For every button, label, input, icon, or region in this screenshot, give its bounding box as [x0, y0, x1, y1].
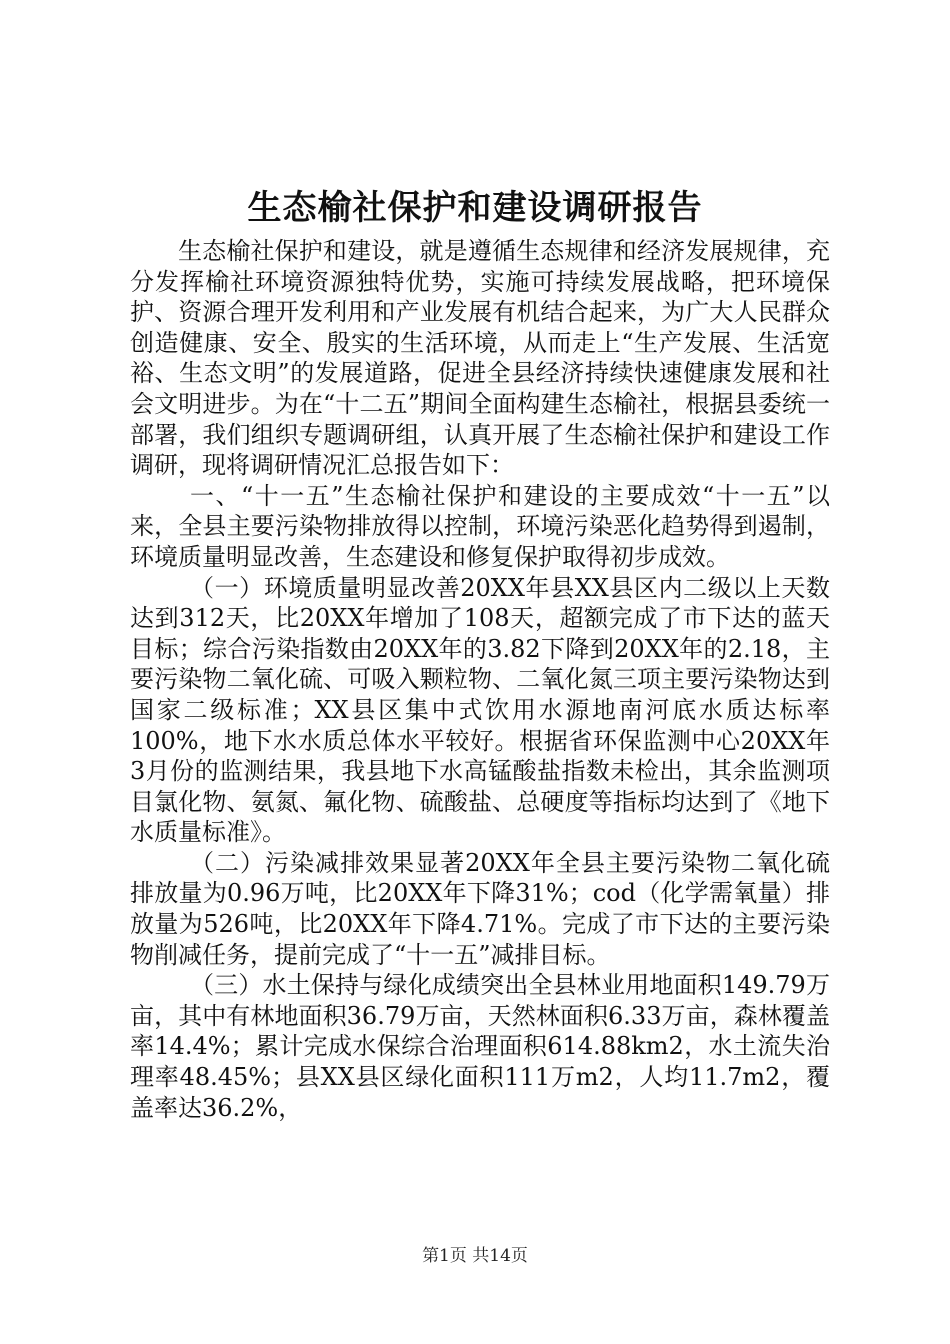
page-number: 第1页 共14页	[422, 1246, 528, 1266]
paragraph-emission-reduction: （二）污染减排效果显著20XX年全县主要污染物二氧化硫排放量为0.96万吨，比20XX年下降31%；cod（化学需氧量）排放量为526吨，比20XX年下降4.71%。完成了市下达的主要污染物削减任务，提前完成了“十一五”减排目标。	[130, 848, 830, 969]
document-title: 生态榆社保护和建设调研报告	[247, 188, 703, 228]
paragraph-soil-conservation: （三）水土保持与绿化成绩突出全县林业用地面积149.79万亩，其中有林地面积36.79万亩，天然林面积6.33万亩，森林覆盖率14.4%；累计完成水保综合治理面积614.88km2，水土流失治理率48.45%；县XX县区绿化面积111万m2，人均11.7m2，覆盖率达36.2%，	[130, 971, 830, 1122]
paragraph-environment-quality: （一）环境质量明显改善20XX年县XX县区内二级以上天数达到312天，比20XX年增加了108天，超额完成了市下达的蓝天目标；综合污染指数由20XX年的3.82下降到20XX年的2.18，主要污染物二氧化硫、可吸入颗粒物、二氧化氮三项主要污染物达到国家二级标准；XX县区集中式饮用水源地南河底水质达标率100%，地下水水质总体水平较好。根据省环保监测中心20XX年3月份的监测结果，我县地下水高锰酸盐指数未检出，其余监测项目氯化物、氨氮、氟化物、硫酸盐、总硬度等指标均达到了《地下水质量标准》。	[130, 573, 830, 847]
paragraph-section-one: 一、“十一五”生态榆社保护和建设的主要成效“十一五”以来，全县主要污染物排放得以控制，环境污染恶化趋势得到遏制，环境质量明显改善，生态建设和修复保护取得初步成效。	[130, 481, 830, 571]
paragraph-intro: 生态榆社保护和建设，就是遵循生态规律和经济发展规律，充分发挥榆社环境资源独特优势，实施可持续发展战略，把环境保护、资源合理开发利用和产业发展有机结合起来，为广大人民群众创造健康、安全、殷实的生活环境，从而走上“生产发展、生活宽裕、生态文明”的发展道路，促进全县经济持续快速健康发展和社会文明进步。为在“十二五”期间全面构建生态榆社，根据县委统一部署，我们组织专题调研组，认真开展了生态榆社保护和建设工作调研，现将调研情况汇总报告如下：	[130, 237, 830, 480]
document-body	[130, 236, 830, 1123]
